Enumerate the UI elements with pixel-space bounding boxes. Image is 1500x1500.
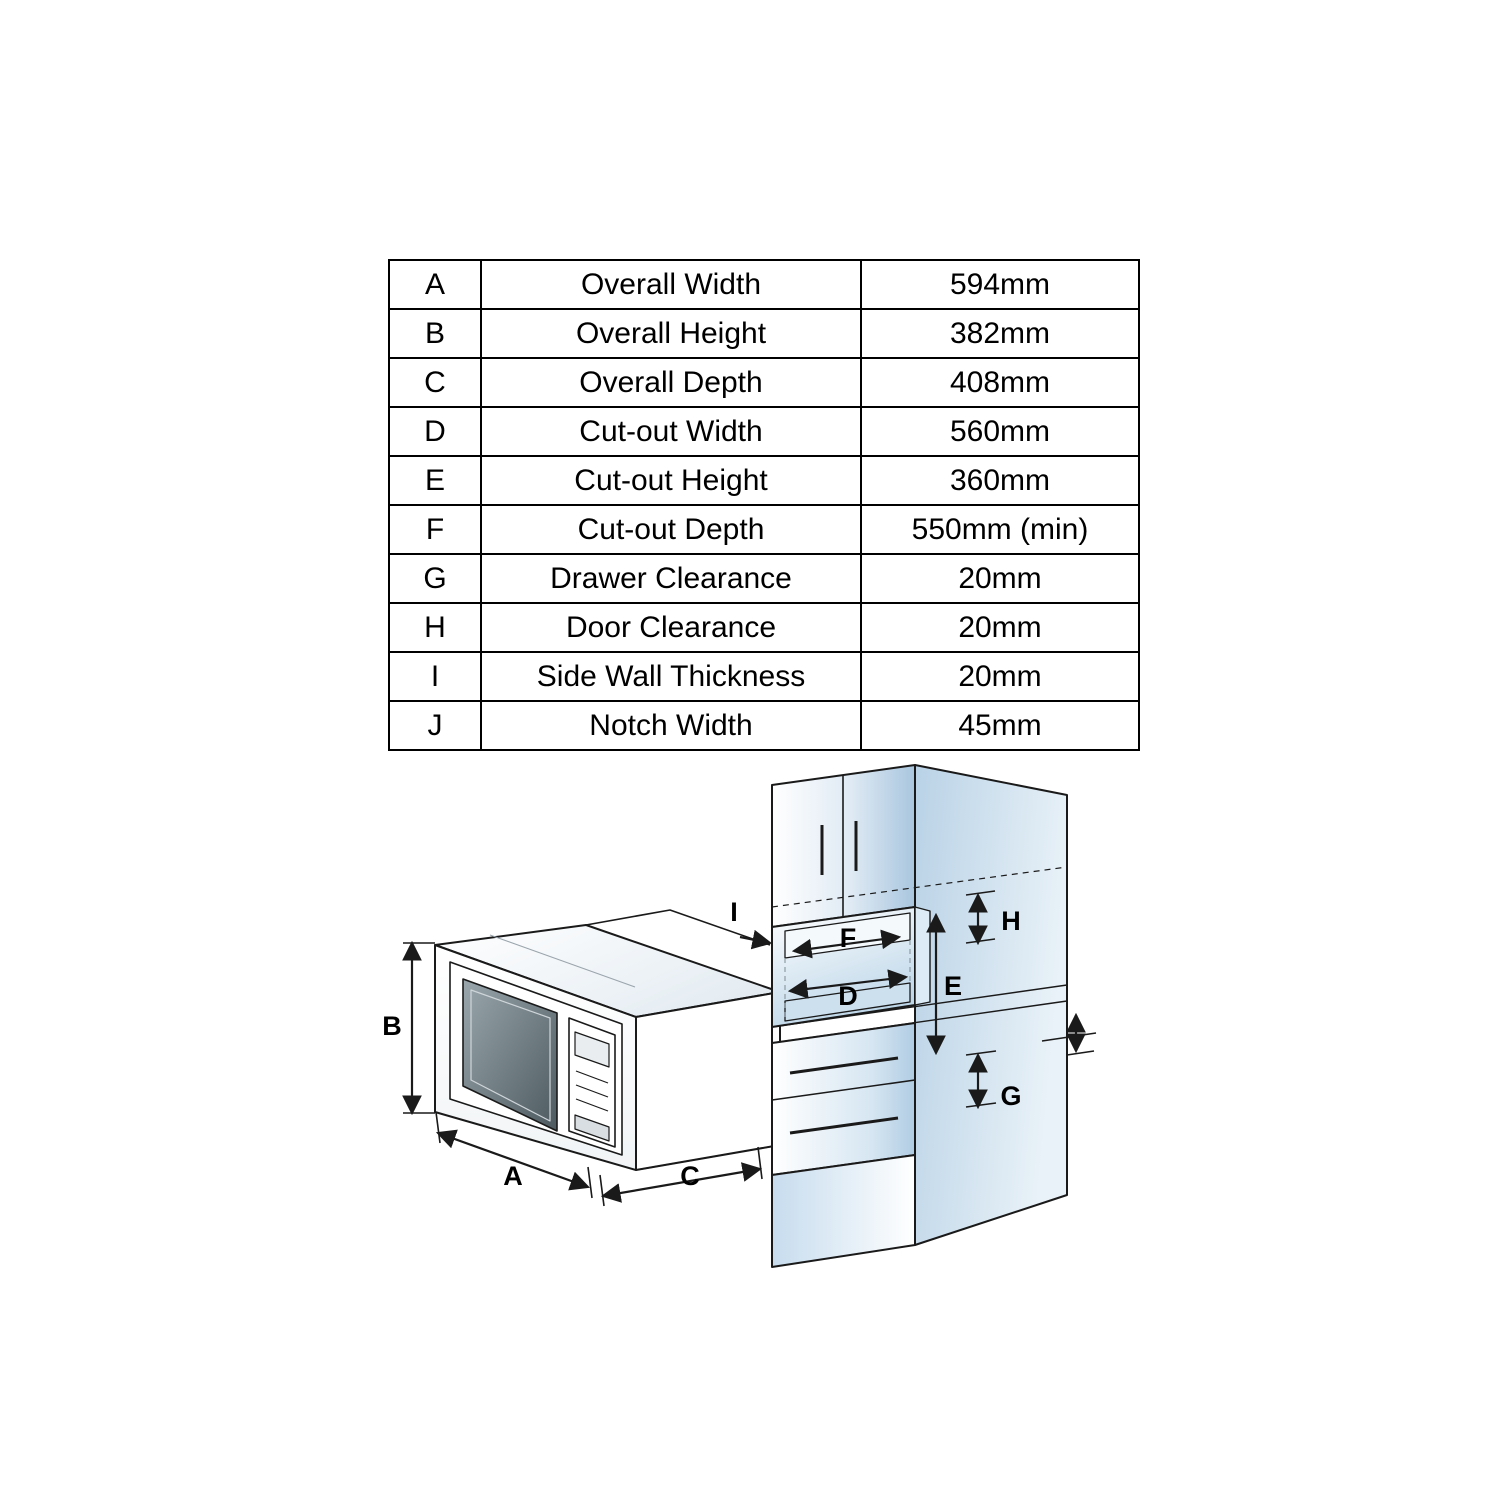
row-key: I xyxy=(389,652,481,701)
row-value: 20mm xyxy=(861,603,1139,652)
table-row xyxy=(389,554,1139,603)
table-row xyxy=(389,407,1139,456)
table-row xyxy=(389,701,1139,750)
table-row xyxy=(389,603,1139,652)
table-row xyxy=(389,358,1139,407)
label-b: B xyxy=(382,1011,402,1041)
row-key: C xyxy=(389,358,481,407)
row-key: J xyxy=(389,701,481,750)
table-row xyxy=(389,309,1139,358)
table-row xyxy=(389,652,1139,701)
row-value: 20mm xyxy=(861,554,1139,603)
row-desc: Door Clearance xyxy=(481,603,861,652)
row-value: 382mm xyxy=(861,309,1139,358)
dimension-b xyxy=(403,943,435,1113)
label-e: E xyxy=(943,971,963,1001)
row-desc: Cut-out Width xyxy=(481,407,861,456)
row-value: 560mm xyxy=(861,407,1139,456)
row-value: 408mm xyxy=(861,358,1139,407)
label-d: D xyxy=(838,981,858,1011)
label-c: C xyxy=(680,1161,700,1191)
row-value: 550mm (min) xyxy=(861,505,1139,554)
label-g: G xyxy=(1000,1081,1022,1111)
cabinet-drawing xyxy=(772,765,1067,1267)
label-i: I xyxy=(730,897,738,927)
row-key: A xyxy=(389,260,481,309)
row-key: H xyxy=(389,603,481,652)
row-desc: Side Wall Thickness xyxy=(481,652,861,701)
row-value: 594mm xyxy=(861,260,1139,309)
appliance-drawing xyxy=(435,910,780,1170)
row-desc: Notch Width xyxy=(481,701,861,750)
row-key: E xyxy=(389,456,481,505)
table-row xyxy=(389,505,1139,554)
row-desc: Cut-out Height xyxy=(481,456,861,505)
row-key: D xyxy=(389,407,481,456)
row-value: 20mm xyxy=(861,652,1139,701)
dimension-table xyxy=(388,259,1140,751)
label-h: H xyxy=(1001,906,1021,936)
label-f: F xyxy=(839,923,857,953)
row-desc: Cut-out Depth xyxy=(481,505,861,554)
row-desc: Overall Width xyxy=(481,260,861,309)
dimension-i xyxy=(740,937,770,943)
row-key: B xyxy=(389,309,481,358)
label-a: A xyxy=(503,1161,523,1191)
row-key: G xyxy=(389,554,481,603)
row-value: 360mm xyxy=(861,456,1139,505)
row-key: F xyxy=(389,505,481,554)
row-desc: Overall Depth xyxy=(481,358,861,407)
row-desc: Overall Height xyxy=(481,309,861,358)
dimension-table-container xyxy=(388,259,1110,751)
table-row xyxy=(389,456,1139,505)
installation-diagram xyxy=(370,755,1140,1285)
table-row xyxy=(389,260,1139,309)
row-desc: Drawer Clearance xyxy=(481,554,861,603)
row-value: 45mm xyxy=(861,701,1139,750)
dimension-table-body xyxy=(389,260,1139,750)
